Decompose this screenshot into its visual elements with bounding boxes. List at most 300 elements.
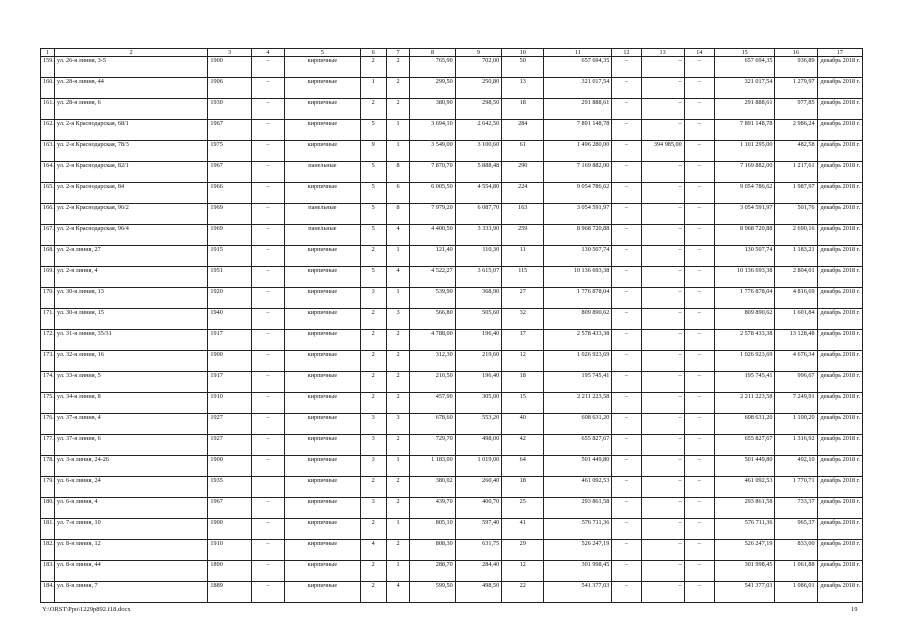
col14-cell: – (684, 204, 714, 225)
col12-cell: – (612, 267, 641, 288)
table-row (41, 267, 863, 288)
col12-cell: – (612, 183, 641, 204)
row-number-cell: 184. (41, 582, 55, 603)
row-number-cell: 182. (41, 540, 55, 561)
floors-cell: 5 (360, 183, 386, 204)
residents-cell: 115 (502, 267, 544, 288)
column-header: 1 (41, 49, 55, 57)
col13-cell: – (641, 246, 684, 267)
total-area-cell: 4 522,27 (410, 267, 455, 288)
year-cell: 1935 (208, 477, 251, 498)
col4-cell: – (251, 309, 284, 330)
entrances-cell: 8 (386, 162, 410, 183)
total-cost-cell: 1 026 923,69 (714, 351, 774, 372)
entrances-cell: 2 (386, 330, 410, 351)
row-number-cell: 181. (41, 519, 55, 540)
total-area-cell: 4 400,50 (410, 225, 455, 246)
cost-cell: 1 026 923,69 (544, 351, 612, 372)
year-cell: 1890 (208, 561, 251, 582)
cost-cell: 657 694,35 (544, 57, 612, 78)
total-cost-cell: 608 631,20 (714, 414, 774, 435)
column-header: 4 (251, 49, 284, 57)
address-cell: ул. 28-я линия, 6 (55, 99, 208, 120)
date-cell: декабрь 2018 г. (817, 561, 862, 582)
living-area-cell: 400,70 (455, 498, 501, 519)
table-row (41, 456, 863, 477)
row-number-cell: 179. (41, 477, 55, 498)
col13-cell: – (641, 477, 684, 498)
column-header: 9 (455, 49, 501, 57)
residents-cell: 13 (502, 78, 544, 99)
col13-cell: – (641, 204, 684, 225)
year-cell: 1906 (208, 78, 251, 99)
row-number-cell: 169. (41, 267, 55, 288)
col14-cell: – (684, 351, 714, 372)
residents-cell: 11 (502, 246, 544, 267)
year-cell: 1951 (208, 267, 251, 288)
total-area-cell: 288,70 (410, 561, 455, 582)
address-cell: ул. 8-я линия, 7 (55, 582, 208, 603)
address-cell: ул. 37-я линия, 4 (55, 414, 208, 435)
address-cell: ул. 2-я Краснодарская, 68/1 (55, 120, 208, 141)
col13-cell: – (641, 225, 684, 246)
cost-cell: 195 745,41 (544, 372, 612, 393)
col14-cell: – (684, 78, 714, 99)
table-row (41, 372, 863, 393)
total-area-cell: 566,80 (410, 309, 455, 330)
col14-cell: – (684, 372, 714, 393)
col4-cell: – (251, 540, 284, 561)
total-cost-cell: 576 711,36 (714, 519, 774, 540)
total-cost-cell: 2 211 223,58 (714, 393, 774, 414)
year-cell: 1910 (208, 540, 251, 561)
table-row (41, 99, 863, 120)
table-row (41, 183, 863, 204)
living-area-cell: 6 087,70 (455, 204, 501, 225)
material-cell: панельные (285, 204, 361, 225)
table-row (41, 225, 863, 246)
entrances-cell: 4 (386, 582, 410, 603)
material-cell: кирпичные (285, 414, 361, 435)
total-area-cell: 7 979,20 (410, 204, 455, 225)
year-cell: 1969 (208, 204, 251, 225)
col12-cell: – (612, 330, 641, 351)
unit-cost-cell: 936,89 (775, 57, 817, 78)
residents-cell: 224 (502, 183, 544, 204)
total-cost-cell: 301 998,45 (714, 561, 774, 582)
unit-cost-cell: 482,58 (775, 141, 817, 162)
col4-cell: – (251, 561, 284, 582)
floors-cell: 5 (360, 225, 386, 246)
floors-cell: 2 (360, 351, 386, 372)
col13-cell: – (641, 120, 684, 141)
date-cell: декабрь 2018 г. (817, 183, 862, 204)
material-cell: кирпичные (285, 99, 361, 120)
total-cost-cell: 293 861,58 (714, 498, 774, 519)
table-row (41, 309, 863, 330)
row-number-cell: 173. (41, 351, 55, 372)
col12-cell: – (612, 78, 641, 99)
date-cell: декабрь 2018 г. (817, 204, 862, 225)
table-row (41, 141, 863, 162)
address-cell: ул. 33-я линия, 5 (55, 372, 208, 393)
total-cost-cell: 291 888,61 (714, 99, 774, 120)
unit-cost-cell: 1 601,84 (775, 309, 817, 330)
unit-cost-cell: 965,37 (775, 519, 817, 540)
date-cell: декабрь 2018 г. (817, 477, 862, 498)
residents-cell: 18 (502, 477, 544, 498)
cost-cell: 293 861,58 (544, 498, 612, 519)
table-row (41, 498, 863, 519)
col4-cell: – (251, 414, 284, 435)
unit-cost-cell: 1 279,97 (775, 78, 817, 99)
col4-cell: – (251, 204, 284, 225)
year-cell: 1915 (208, 246, 251, 267)
residents-cell: 61 (502, 141, 544, 162)
table-row (41, 540, 863, 561)
col12-cell: – (612, 540, 641, 561)
material-cell: кирпичные (285, 309, 361, 330)
total-area-cell: 210,50 (410, 372, 455, 393)
address-cell: ул. 34-я линия, 8 (55, 393, 208, 414)
entrances-cell: 2 (386, 57, 410, 78)
year-cell: 1966 (208, 183, 251, 204)
row-number-cell: 183. (41, 561, 55, 582)
unit-cost-cell: 4 816,69 (775, 288, 817, 309)
entrances-cell: 2 (386, 540, 410, 561)
material-cell: панельные (285, 225, 361, 246)
col4-cell: – (251, 372, 284, 393)
year-cell: 1900 (208, 351, 251, 372)
floors-cell: 2 (360, 519, 386, 540)
residents-cell: 22 (502, 582, 544, 603)
floors-cell: 3 (360, 456, 386, 477)
col14-cell: – (684, 330, 714, 351)
cost-cell: 1 776 878,04 (544, 288, 612, 309)
col4-cell: – (251, 141, 284, 162)
entrances-cell: 2 (386, 351, 410, 372)
col13-cell: – (641, 288, 684, 309)
residents-cell: 25 (502, 498, 544, 519)
col12-cell: – (612, 498, 641, 519)
total-area-cell: 3 694,10 (410, 120, 455, 141)
column-header: 2 (55, 49, 208, 57)
living-area-cell: 5 888,48 (455, 162, 501, 183)
col12-cell: – (612, 246, 641, 267)
unit-cost-cell: 1 061,88 (775, 561, 817, 582)
total-area-cell: 439,70 (410, 498, 455, 519)
entrances-cell: 2 (386, 477, 410, 498)
residents-cell: 42 (502, 435, 544, 456)
row-number-cell: 168. (41, 246, 55, 267)
col12-cell: – (612, 57, 641, 78)
total-cost-cell: 130 507,74 (714, 246, 774, 267)
material-cell: кирпичные (285, 183, 361, 204)
col13-cell: – (641, 435, 684, 456)
row-number-cell: 177. (41, 435, 55, 456)
living-area-cell: 284,40 (455, 561, 501, 582)
material-cell: кирпичные (285, 120, 361, 141)
total-area-cell: 457,90 (410, 393, 455, 414)
total-cost-cell: 7 891 148,78 (714, 120, 774, 141)
cost-cell: 3 054 591,97 (544, 204, 612, 225)
entrances-cell: 3 (386, 309, 410, 330)
col12-cell: – (612, 225, 641, 246)
year-cell: 1940 (208, 309, 251, 330)
table-body (41, 57, 863, 603)
residents-cell: 40 (502, 414, 544, 435)
address-cell: ул. 2-я Краснодарская, 82/1 (55, 162, 208, 183)
residents-cell: 12 (502, 561, 544, 582)
living-area-cell: 631,75 (455, 540, 501, 561)
date-cell: декабрь 2018 г. (817, 330, 862, 351)
living-area-cell: 110,30 (455, 246, 501, 267)
entrances-cell: 2 (386, 498, 410, 519)
material-cell: кирпичные (285, 435, 361, 456)
year-cell: 1967 (208, 162, 251, 183)
living-area-cell: 498,50 (455, 582, 501, 603)
floors-cell: 2 (360, 309, 386, 330)
living-area-cell: 368,90 (455, 288, 501, 309)
cost-cell: 321 017,54 (544, 78, 612, 99)
total-area-cell: 765,90 (410, 57, 455, 78)
total-cost-cell: 541 377,03 (714, 582, 774, 603)
cost-cell: 1 496 280,00 (544, 141, 612, 162)
col13-cell: – (641, 99, 684, 120)
table-row (41, 120, 863, 141)
col14-cell: – (684, 477, 714, 498)
cost-cell: 7 169 882,00 (544, 162, 612, 183)
col13-cell: – (641, 582, 684, 603)
col4-cell: – (251, 246, 284, 267)
table-row (41, 57, 863, 78)
material-cell: кирпичные (285, 498, 361, 519)
col12-cell: – (612, 288, 641, 309)
address-cell: ул. 30-я линия, 15 (55, 309, 208, 330)
entrances-cell: 1 (386, 141, 410, 162)
entrances-cell: 1 (386, 561, 410, 582)
total-area-cell: 380,90 (410, 99, 455, 120)
residents-cell: 17 (502, 330, 544, 351)
floors-cell: 2 (360, 57, 386, 78)
column-header: 5 (285, 49, 361, 57)
col14-cell: – (684, 57, 714, 78)
living-area-cell: 305,00 (455, 393, 501, 414)
table-row (41, 435, 863, 456)
year-cell: 1967 (208, 120, 251, 141)
col13-cell: – (641, 540, 684, 561)
col12-cell: – (612, 414, 641, 435)
col4-cell: – (251, 288, 284, 309)
unit-cost-cell: 833,00 (775, 540, 817, 561)
living-area-cell: 702,00 (455, 57, 501, 78)
col4-cell: – (251, 330, 284, 351)
col14-cell: – (684, 561, 714, 582)
col14-cell: – (684, 183, 714, 204)
entrances-cell: 2 (386, 372, 410, 393)
date-cell: декабрь 2018 г. (817, 372, 862, 393)
col13-cell: – (641, 372, 684, 393)
total-area-cell: 599,50 (410, 582, 455, 603)
total-area-cell: 299,50 (410, 78, 455, 99)
col12-cell: – (612, 456, 641, 477)
row-number-cell: 174. (41, 372, 55, 393)
floors-cell: 2 (360, 561, 386, 582)
cost-cell: 501 449,80 (544, 456, 612, 477)
material-cell: панельные (285, 162, 361, 183)
total-cost-cell: 655 827,67 (714, 435, 774, 456)
floors-cell: 5 (360, 120, 386, 141)
col12-cell: – (612, 477, 641, 498)
total-cost-cell: 9 054 786,62 (714, 183, 774, 204)
col12-cell: – (612, 435, 641, 456)
living-area-cell: 505,60 (455, 309, 501, 330)
table-row (41, 246, 863, 267)
date-cell: декабрь 2018 г. (817, 414, 862, 435)
year-cell: 1920 (208, 288, 251, 309)
table-row (41, 519, 863, 540)
floors-cell: 3 (360, 498, 386, 519)
address-cell: ул. 26-я линия, 3-5 (55, 57, 208, 78)
entrances-cell: 6 (386, 183, 410, 204)
row-number-cell: 159. (41, 57, 55, 78)
col4-cell: – (251, 267, 284, 288)
unit-cost-cell: 13 128,48 (775, 330, 817, 351)
cost-cell: 608 631,20 (544, 414, 612, 435)
col14-cell: – (684, 498, 714, 519)
col14-cell: – (684, 141, 714, 162)
col4-cell: – (251, 351, 284, 372)
living-area-cell: 553,20 (455, 414, 501, 435)
year-cell: 1927 (208, 414, 251, 435)
total-cost-cell: 501 449,80 (714, 456, 774, 477)
residents-cell: 29 (502, 540, 544, 561)
col14-cell: – (684, 435, 714, 456)
address-cell: ул. 32-я линия, 16 (55, 351, 208, 372)
living-area-cell: 196,40 (455, 330, 501, 351)
material-cell: кирпичные (285, 582, 361, 603)
col14-cell: – (684, 288, 714, 309)
col4-cell: – (251, 393, 284, 414)
housing-register-table (40, 48, 863, 603)
residents-cell: 12 (502, 351, 544, 372)
material-cell: кирпичные (285, 141, 361, 162)
row-number-cell: 166. (41, 204, 55, 225)
unit-cost-cell: 1 770,71 (775, 477, 817, 498)
row-number-cell: 176. (41, 414, 55, 435)
year-cell: 1910 (208, 393, 251, 414)
date-cell: декабрь 2018 г. (817, 162, 862, 183)
column-header: 13 (641, 49, 684, 57)
total-cost-cell: 7 169 882,00 (714, 162, 774, 183)
unit-cost-cell: 7 249,91 (775, 393, 817, 414)
col4-cell: – (251, 225, 284, 246)
material-cell: кирпичные (285, 456, 361, 477)
year-cell: 1927 (208, 435, 251, 456)
col14-cell: – (684, 582, 714, 603)
material-cell: кирпичные (285, 267, 361, 288)
col14-cell: – (684, 99, 714, 120)
row-number-cell: 178. (41, 456, 55, 477)
entrances-cell: 3 (386, 414, 410, 435)
living-area-cell: 498,00 (455, 435, 501, 456)
row-number-cell: 165. (41, 183, 55, 204)
year-cell: 1917 (208, 330, 251, 351)
address-cell: ул. 6-я линия, 24 (55, 477, 208, 498)
row-number-cell: 180. (41, 498, 55, 519)
column-header: 17 (817, 49, 862, 57)
table-row (41, 78, 863, 99)
total-area-cell: 1 183,00 (410, 456, 455, 477)
col14-cell: – (684, 519, 714, 540)
floors-cell: 3 (360, 414, 386, 435)
total-cost-cell: 321 017,54 (714, 78, 774, 99)
total-area-cell: 121,40 (410, 246, 455, 267)
cost-cell: 461 092,53 (544, 477, 612, 498)
year-cell: 1900 (208, 57, 251, 78)
column-header: 12 (612, 49, 641, 57)
col13-cell: – (641, 162, 684, 183)
entrances-cell: 1 (386, 120, 410, 141)
col14-cell: – (684, 414, 714, 435)
year-cell: 1969 (208, 225, 251, 246)
material-cell: кирпичные (285, 393, 361, 414)
living-area-cell: 3 100,60 (455, 141, 501, 162)
living-area-cell: 298,50 (455, 99, 501, 120)
table-row (41, 477, 863, 498)
total-cost-cell: 10 136 693,38 (714, 267, 774, 288)
col4-cell: – (251, 120, 284, 141)
year-cell: 1930 (208, 99, 251, 120)
material-cell: кирпичные (285, 57, 361, 78)
living-area-cell: 196,40 (455, 372, 501, 393)
table-row (41, 288, 863, 309)
date-cell: декабрь 2018 г. (817, 225, 862, 246)
unit-cost-cell: 2 986,24 (775, 120, 817, 141)
row-number-cell: 170. (41, 288, 55, 309)
floors-cell: 2 (360, 372, 386, 393)
cost-cell: 8 968 720,88 (544, 225, 612, 246)
cost-cell: 655 827,67 (544, 435, 612, 456)
cost-cell: 2 578 433,38 (544, 330, 612, 351)
date-cell: декабрь 2018 г. (817, 99, 862, 120)
floors-cell: 2 (360, 330, 386, 351)
col4-cell: – (251, 519, 284, 540)
residents-cell: 18 (502, 372, 544, 393)
row-number-cell: 167. (41, 225, 55, 246)
total-cost-cell: 8 968 720,88 (714, 225, 774, 246)
entrances-cell: 2 (386, 435, 410, 456)
address-cell: ул. 2-я Краснодарская, 78/3 (55, 141, 208, 162)
date-cell: декабрь 2018 г. (817, 351, 862, 372)
address-cell: ул. 8-я линия, 12 (55, 540, 208, 561)
date-cell: декабрь 2018 г. (817, 435, 862, 456)
total-area-cell: 805,10 (410, 519, 455, 540)
cost-cell: 9 054 786,62 (544, 183, 612, 204)
unit-cost-cell: 1 316,92 (775, 435, 817, 456)
col14-cell: – (684, 540, 714, 561)
col13-cell: – (641, 393, 684, 414)
total-cost-cell: 2 578 433,38 (714, 330, 774, 351)
date-cell: декабрь 2018 г. (817, 288, 862, 309)
col13-cell: – (641, 519, 684, 540)
row-number-cell: 161. (41, 99, 55, 120)
floors-cell: 5 (360, 267, 386, 288)
column-header: 15 (714, 49, 774, 57)
col12-cell: – (612, 351, 641, 372)
entrances-cell: 1 (386, 519, 410, 540)
total-cost-cell: 1 101 295,00 (714, 141, 774, 162)
